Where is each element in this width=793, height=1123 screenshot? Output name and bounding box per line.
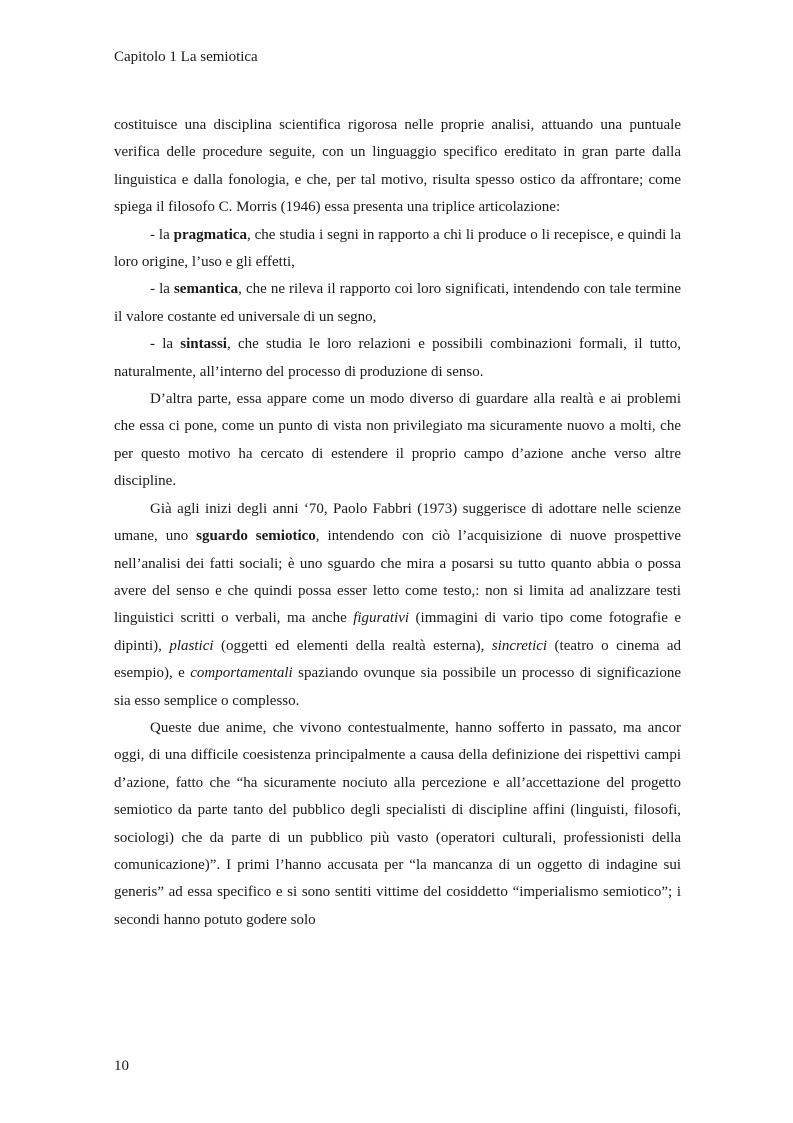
term-plastici: plastici [169, 637, 214, 654]
text-run: , che ne rileva il rapporto coi loro significati, intendendo con tale termine il valore costante ed universale di un segno, [114, 281, 681, 325]
text-run: - la [150, 226, 174, 243]
term-sintassi: sintassi [180, 336, 227, 353]
running-head: Capitolo 1 La semiotica [114, 49, 258, 65]
term-sguardo-semiotico: sguardo semiotico [196, 528, 316, 545]
text-run: spaziando ovunque sia possibile un processo di significazione sia esso semplice o complesso. [114, 665, 682, 709]
text-run: (immagini di vario tipo come fotografie e dipinti), [114, 610, 681, 654]
term-sincretici: sincretici [491, 637, 548, 654]
term-comportamentali: comportamentali [190, 665, 293, 682]
text-run: , intendendo con ciò l’acquisizione di nuove prospettive nell’analisi dei fatti sociali; è uno sguardo che mira a posarsi su tutto quanto abbia o possa avere del senso e che quindi possa esser letto come testo,: non si limita ad analizzare testi linguistici scritti o verbali, ma anche [114, 528, 681, 627]
text-run: D’altra parte, essa appare come un modo diverso di guardare alla realtà e ai problemi che essa ci pone, come un punto di vista non privilegiato ma sicuramente nuovo a molti, che per questo motivo ha cercato di estendere il proprio campo d’azione anche verso altre discipline. [114, 391, 681, 490]
text-run: (oggetti ed elementi della realtà esterna), [213, 637, 492, 654]
paragraph-1 [114, 112, 681, 222]
list-item-semantica [114, 276, 681, 331]
text-run: - la [150, 336, 181, 353]
text-run: - la [150, 281, 174, 298]
text-run: Già agli inizi degli anni ‘70, Paolo Fabbri (1973) suggerisce di adottare nelle scienze umane, uno [114, 500, 681, 545]
text-run: , che studia le loro relazioni e possibili combinazioni formali, il tutto, naturalmente, all’interno del processo di produzione di senso. [114, 336, 681, 380]
list-item-pragmatica [114, 222, 681, 277]
paragraph-3 [114, 496, 681, 715]
paragraph-4 [114, 715, 681, 934]
term-semantica: semantica [173, 281, 239, 298]
text-run: , che studia i segni in rapporto a chi li produce o li recepisce, e quindi la loro origine, l’uso e gli effetti, [114, 226, 681, 271]
list-item-sintassi [114, 331, 681, 386]
text-run: (teatro o cinema ad esempio), e [114, 637, 681, 682]
term-pragmatica: pragmatica [173, 226, 247, 243]
body-text [114, 112, 681, 934]
paragraph-2 [114, 386, 681, 496]
text-run: Queste due anime, che vivono contestualmente, hanno sofferto in passato, ma ancor oggi, di una difficile coesistenza principalmente a causa della definizione dei rispettivi campi d’azione, fatto che “ha sicuramente nociuto alla percezione e all’accettazione del progetto semiotico da parte tanto del pubblico degli specialisti di discipline affini (linguisti, filosofi, sociologi) che da parte di un pubblico più vasto (operatori culturali, professionisti della comunicazione)”. I primi l’hanno accusata per “la mancanza di un oggetto di indagine sui generis” ad essa specifico e si sono sentiti vittime del cosiddetto “imperialismo semiotico”; i secondi hanno potuto godere solo [114, 719, 681, 928]
term-figurativi: figurativi [353, 610, 410, 627]
text-run: costituisce una disciplina scientifica rigorosa nelle proprie analisi, attuando una puntuale verifica delle procedure seguite, con un linguaggio specifico ereditato in gran parte dalla linguistica e dalla fonologia, e che, per tal motivo, risulta spesso ostico da affrontare; come spiega il filosofo C. Morris (1946) essa presenta una triplice articolazione: [114, 117, 681, 216]
page-number: 10 [114, 1058, 129, 1074]
